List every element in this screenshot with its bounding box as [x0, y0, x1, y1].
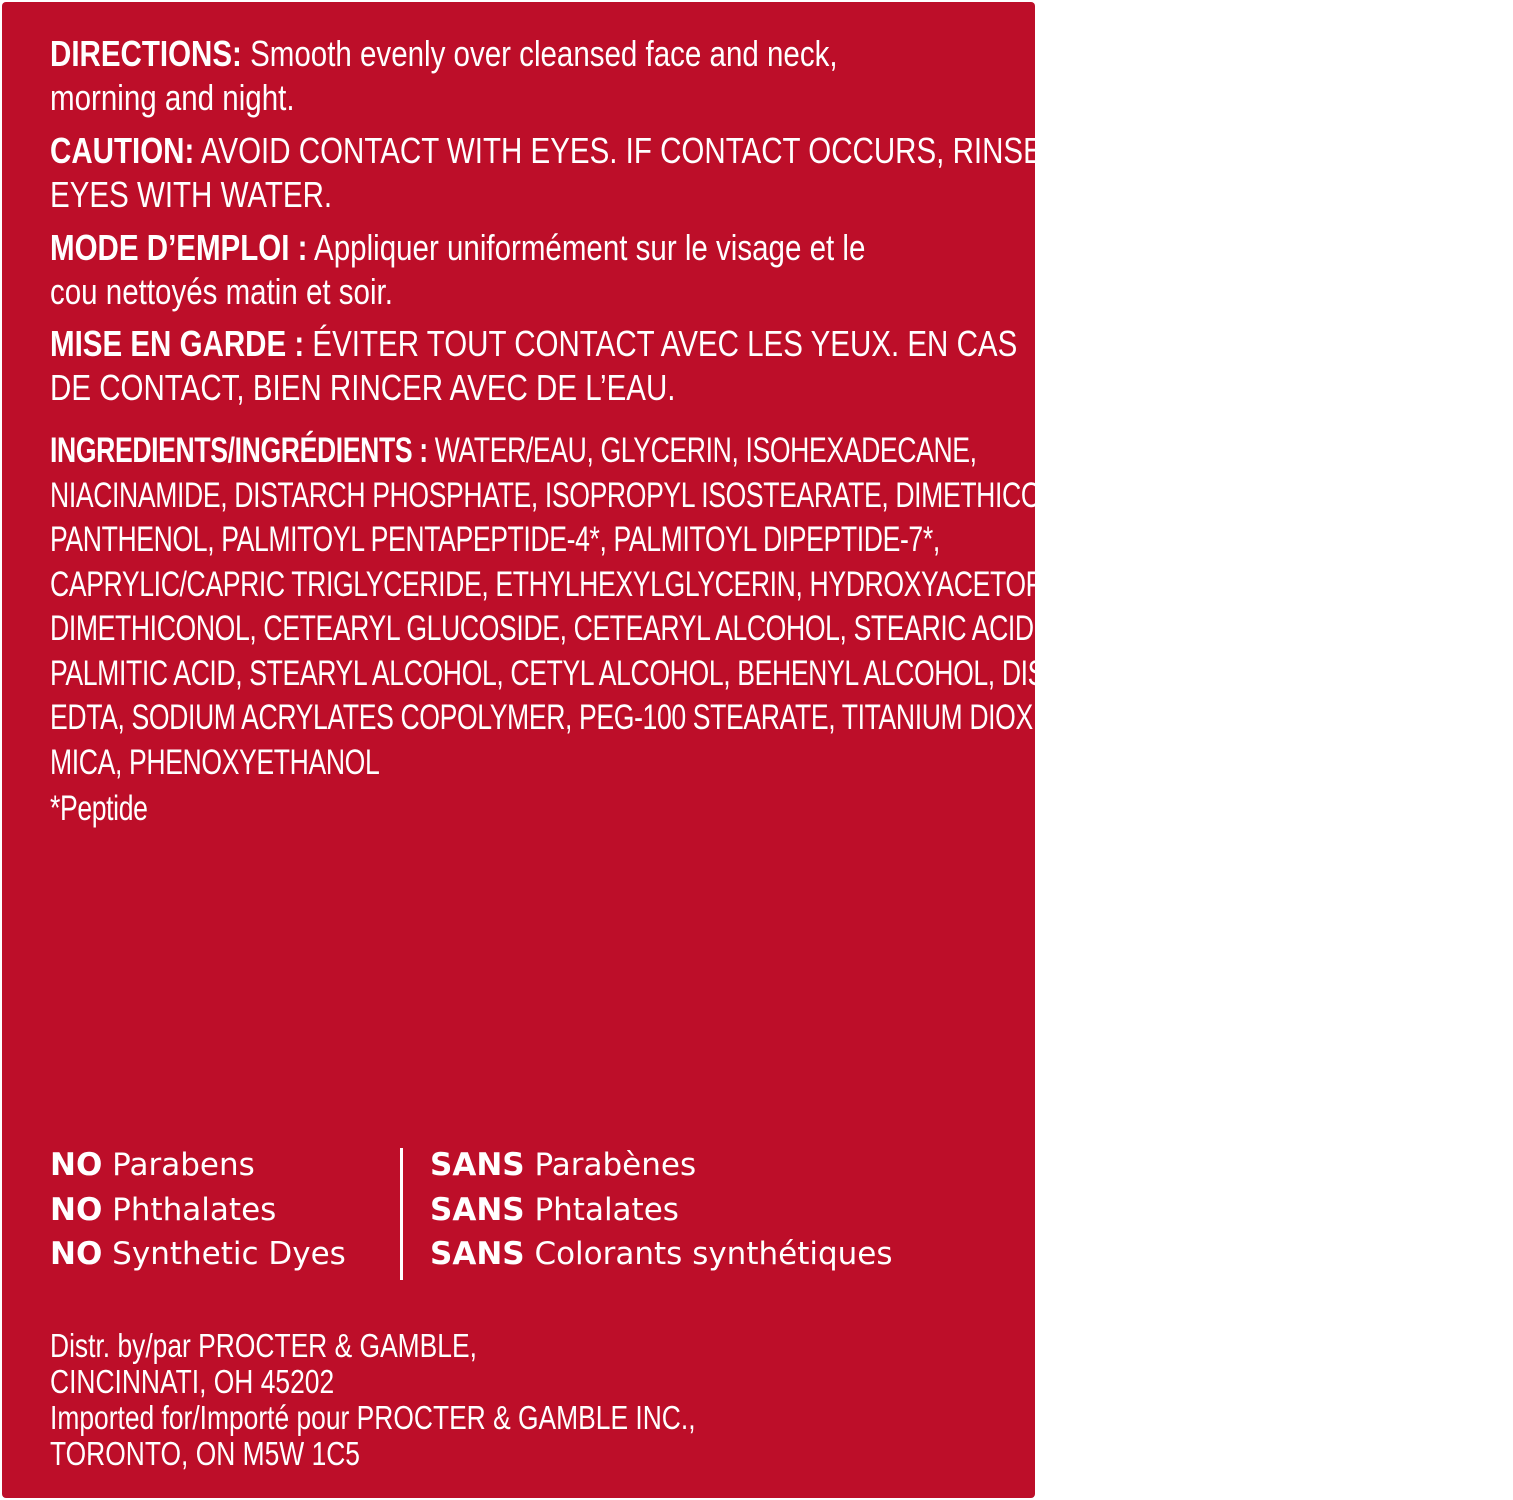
caution-label: CAUTION:: [50, 130, 195, 171]
claim-prefix: SANS: [430, 1236, 525, 1272]
claim-text: Phthalates: [102, 1191, 277, 1228]
ingredients-line-3: PANTHENOL, PALMITOYL PENTAPEPTIDE-4*, PALMITOYL DIPEPTIDE-7*,: [50, 520, 940, 559]
mode-emploi-label: MODE D’EMPLOI :: [50, 227, 308, 268]
ingredients-line-2: NIACINAMIDE, DISTARCH PHOSPHATE, ISOPROPYL ISOSTEARATE, DIMETHICONE,: [50, 475, 1085, 515]
claim-text: Parabènes: [524, 1147, 697, 1183]
claim-prefix: NO: [50, 1191, 103, 1228]
mode-emploi-line-2: cou nettoyés matin et soir.: [50, 271, 393, 312]
caution-text-1: AVOID CONTACT WITH EYES. IF CONTACT OCCURS, RINSE: [194, 130, 1043, 171]
claims-english: [50, 1143, 346, 1277]
claim-text: Colorants synthétiques: [524, 1236, 893, 1272]
claim-row: [430, 1188, 893, 1233]
claim-row: [50, 1188, 346, 1233]
claim-prefix: SANS: [430, 1147, 525, 1183]
directions-text-1: Smooth evenly over cleansed face and neck,: [241, 33, 838, 74]
claim-row: [50, 1232, 346, 1277]
ingredients-line-1: [50, 429, 1162, 474]
caution-line-2: EYES WITH WATER.: [50, 174, 333, 215]
claim-prefix: NO: [50, 1236, 103, 1272]
claim-text: Synthetic Dyes: [102, 1236, 346, 1272]
ingredients-section: [50, 429, 1513, 832]
caution-section: [50, 129, 1261, 217]
mode-emploi-line-1: [50, 226, 865, 270]
directions-label: DIRECTIONS:: [50, 33, 242, 74]
product-label-panel: [2, 2, 1162, 1498]
distributor-line-1: Distr. by/par PROCTER & GAMBLE,: [50, 1327, 477, 1364]
claim-text: Phtalates: [524, 1191, 679, 1228]
ingredients-footnote: *Peptide: [50, 789, 148, 828]
caution-line-1: [50, 129, 1043, 173]
directions-section: [50, 32, 1010, 120]
mise-en-garde-text-1: ÉVITER TOUT CONTACT AVEC LES YEUX. EN CAS: [304, 323, 1018, 364]
mode-emploi-section: [50, 226, 1044, 314]
claim-text: Parabens: [102, 1147, 255, 1183]
ingredients-line-8: MICA, PHENOXYETHANOL: [50, 742, 380, 782]
claim-prefix: NO: [50, 1147, 103, 1183]
ingredients-line-4: CAPRYLIC/CAPRIC TRIGLYCERIDE, ETHYLHEXYLGLYCERIN, HYDROXYACETOPHENONE,: [50, 564, 1162, 604]
claim-prefix: SANS: [430, 1191, 525, 1228]
directions-line-2: morning and night.: [50, 77, 295, 118]
mise-en-garde-label: MISE EN GARDE :: [50, 323, 305, 364]
distributor-line-3: Imported for/Importé pour PROCTER & GAMBLE INC.,: [50, 1399, 696, 1436]
claim-row: [50, 1143, 346, 1188]
mise-en-garde-line-2: DE CONTACT, BIEN RINCER AVEC DE L’EAU.: [50, 367, 676, 408]
ingredients-label: INGREDIENTS/INGRÉDIENTS :: [50, 431, 428, 470]
ingredients-line-7: EDTA, SODIUM ACRYLATES COPOLYMER, PEG-100 STEARATE, TITANIUM DIOXIDE,: [50, 698, 1084, 737]
distributor-line-4: TORONTO, ON M5W 1C5: [50, 1435, 360, 1472]
claim-row: [430, 1143, 893, 1188]
mise-en-garde-section: [50, 322, 1230, 410]
mise-en-garde-line-1: [50, 322, 1017, 366]
claims-divider: [400, 1148, 403, 1280]
ingredients-text-1: WATER/EAU, GLYCERIN, ISOHEXADECANE,: [427, 431, 977, 470]
mode-emploi-text-1: Appliquer uniformément sur le visage et le: [307, 227, 866, 268]
claim-row: [430, 1232, 893, 1277]
claims-french: [430, 1143, 893, 1277]
distributor-line-2: CINCINNATI, OH 45202: [50, 1363, 335, 1400]
ingredients-line-6: PALMITIC ACID, STEARYL ALCOHOL, CETYL ALCOHOL, BEHENYL ALCOHOL, DISODIUM: [50, 653, 1132, 693]
ingredients-line-5: DIMETHICONOL, CETEARYL GLUCOSIDE, CETEARYL ALCOHOL, STEARIC ACID,: [50, 609, 1041, 648]
directions-line-1: [50, 32, 838, 76]
distributor-section: [50, 1328, 857, 1472]
